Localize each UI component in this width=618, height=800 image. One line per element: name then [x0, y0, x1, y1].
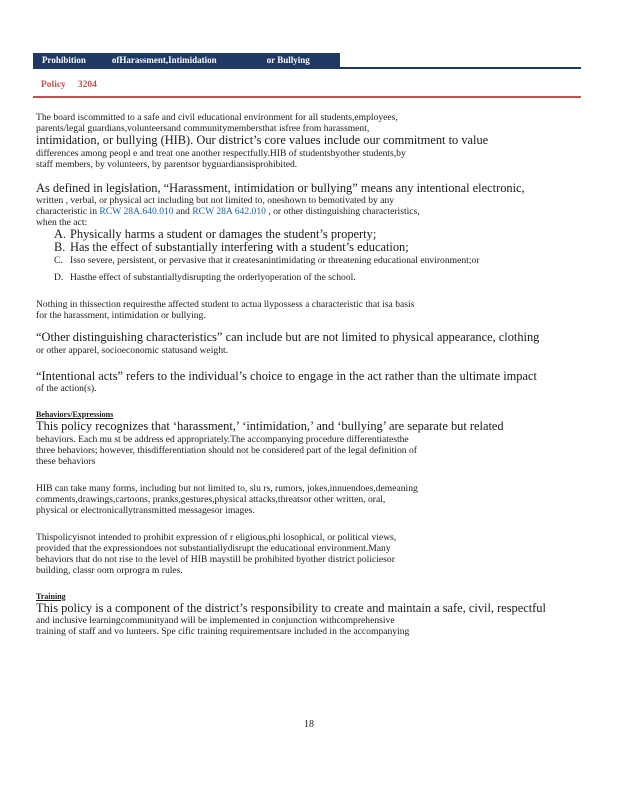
acts-list	[36, 228, 596, 283]
paragraph-definition	[36, 182, 596, 229]
list-item-label: C.	[54, 255, 63, 266]
text-line: three behaviors; however, thisdifferentiation should not be considered part of the legal definition of	[36, 444, 417, 456]
text-line: differences among peopl e and treat one another respectfully.HIB of studentsbyother students,by	[36, 147, 406, 159]
list-item-text: Has the effect of substantially interfering with a student’s education;	[70, 240, 409, 254]
text-line: intimidation, or bullying (HIB). Our district’s core values include our commitment to value	[36, 133, 489, 147]
text-fragment: , or other distinguishing characteristics,	[268, 206, 420, 217]
policy-label: Policy	[41, 80, 66, 90]
rcw-link-640[interactable]: RCW 28A.640.010	[99, 206, 174, 217]
list-item-text: Isso severe, persistent, or pervasive that it createsanintimidating or threatening educational environment;or	[70, 255, 480, 266]
heading-training: Training	[36, 591, 66, 601]
paragraph-training	[36, 602, 596, 638]
text-line: parents/legal guardians,volunteersand communitymembersthat isfree from harassment,	[36, 123, 370, 134]
text-line: As defined in legislation, “Harassment, intimidation or bullying” means any intentional electronic,	[36, 180, 525, 195]
list-item-label: B.	[54, 240, 66, 254]
header-rule	[33, 67, 581, 69]
text-line: “Intentional acts” refers to the individual’s choice to engage in the act rather than the ultimate impact	[36, 368, 537, 383]
text-line: behaviors. Each mu st be address ed appropriately.The accompanying procedure differentiatesthe	[36, 433, 409, 445]
heading-behaviors: Behaviors/Expressions	[36, 410, 114, 419]
text-line: staff members, by volunteers, by parentsor byguardiansisprohibited.	[36, 158, 298, 170]
text-line: physical or electronicallytransmitted messagesor images.	[36, 504, 255, 516]
text-line: This policy recognizes that ‘harassment,’ ‘intimidation,’ and ‘bullying’ are separate but related	[36, 419, 504, 433]
text-line: building, classr oom orprogra m rules.	[36, 564, 183, 576]
text-line: provided that the expressiondoes not substantiallydisrupt the educational environment.Many	[36, 542, 391, 554]
text-line: and inclusive learningcommunityand will be implemented in conjunction withcomprehensive	[36, 615, 395, 626]
list-item	[54, 272, 596, 283]
paragraph-other-characteristics	[36, 331, 596, 356]
accent-rule	[33, 96, 581, 98]
paragraph-commitment	[36, 112, 596, 170]
text-line: when the act:	[36, 217, 88, 228]
text-line: “Other distinguishing characteristics” can include but are not limited to physical appearance, clothing	[36, 330, 540, 344]
list-item-label: D.	[54, 272, 64, 283]
text-fragment: characteristic in	[36, 206, 97, 217]
policy-number	[41, 80, 97, 90]
list-item	[54, 241, 596, 254]
paragraph-behaviors	[36, 420, 596, 467]
policy-title-part2: ofHarassment,Intimidation	[111, 55, 217, 65]
page-number: 18	[304, 719, 314, 730]
list-item-label: A.	[54, 227, 67, 241]
text-line: for the harassment, intimidation or bullying.	[36, 310, 206, 321]
policy-title-bar	[33, 53, 340, 68]
list-item-text: Physically harms a student or damages the student’s property;	[70, 227, 377, 241]
text-line: or other apparel, socioeconomic statusand weight.	[36, 344, 229, 356]
list-item-text: Hasthe effect of substantiallydisrupting the orderlyoperation of the school.	[70, 272, 356, 283]
paragraph-nothing-requires	[36, 299, 596, 321]
policy-number-value: 3204	[77, 80, 97, 90]
text-fragment: and	[176, 206, 190, 217]
text-line: written , verbal, or physical act including but not limited to, oneshown to bemotivated by any	[36, 195, 395, 206]
text-line: This policy is a component of the district’s responsibility to create and maintain a safe, civil, respectful	[36, 600, 546, 615]
text-line: comments,drawings,cartoons, pranks,gestures,physical attacks,threatsor other written, oral,	[36, 493, 386, 505]
text-line: behaviors that do not rise to the level of HIB maystill be prohibited byother district policiesor	[36, 553, 395, 565]
text-line: these behaviors	[36, 455, 96, 467]
policy-title-part1: Prohibition	[42, 55, 86, 65]
text-line: of the action(s).	[36, 383, 97, 394]
text-line: HIB can take many forms, including but not limited to, slu rs, rumors, jokes,innuendoes,demeaning	[36, 482, 418, 494]
paragraph-hib-forms	[36, 483, 596, 516]
paragraph-expression	[36, 532, 596, 576]
document-body	[36, 112, 596, 637]
rcw-link-642[interactable]: RCW 28A 642.010	[192, 206, 266, 217]
paragraph-intentional-acts	[36, 370, 596, 395]
text-line: The board iscommitted to a safe and civil educational environment for all students,employees,	[36, 112, 398, 123]
text-line: training of staff and vo lunteers. Spe cific training requirementsare included in the accompanying	[36, 626, 410, 637]
text-line: Thispolicyisnot intended to prohibit expression of r eligious,phi losophical, or political views,	[36, 531, 397, 543]
policy-title-part3: or Bullying	[266, 55, 310, 65]
text-line: Nothing in thissection requiresthe affected student to actua llypossess a characteristic that isa basis	[36, 299, 415, 310]
list-item	[54, 255, 596, 266]
